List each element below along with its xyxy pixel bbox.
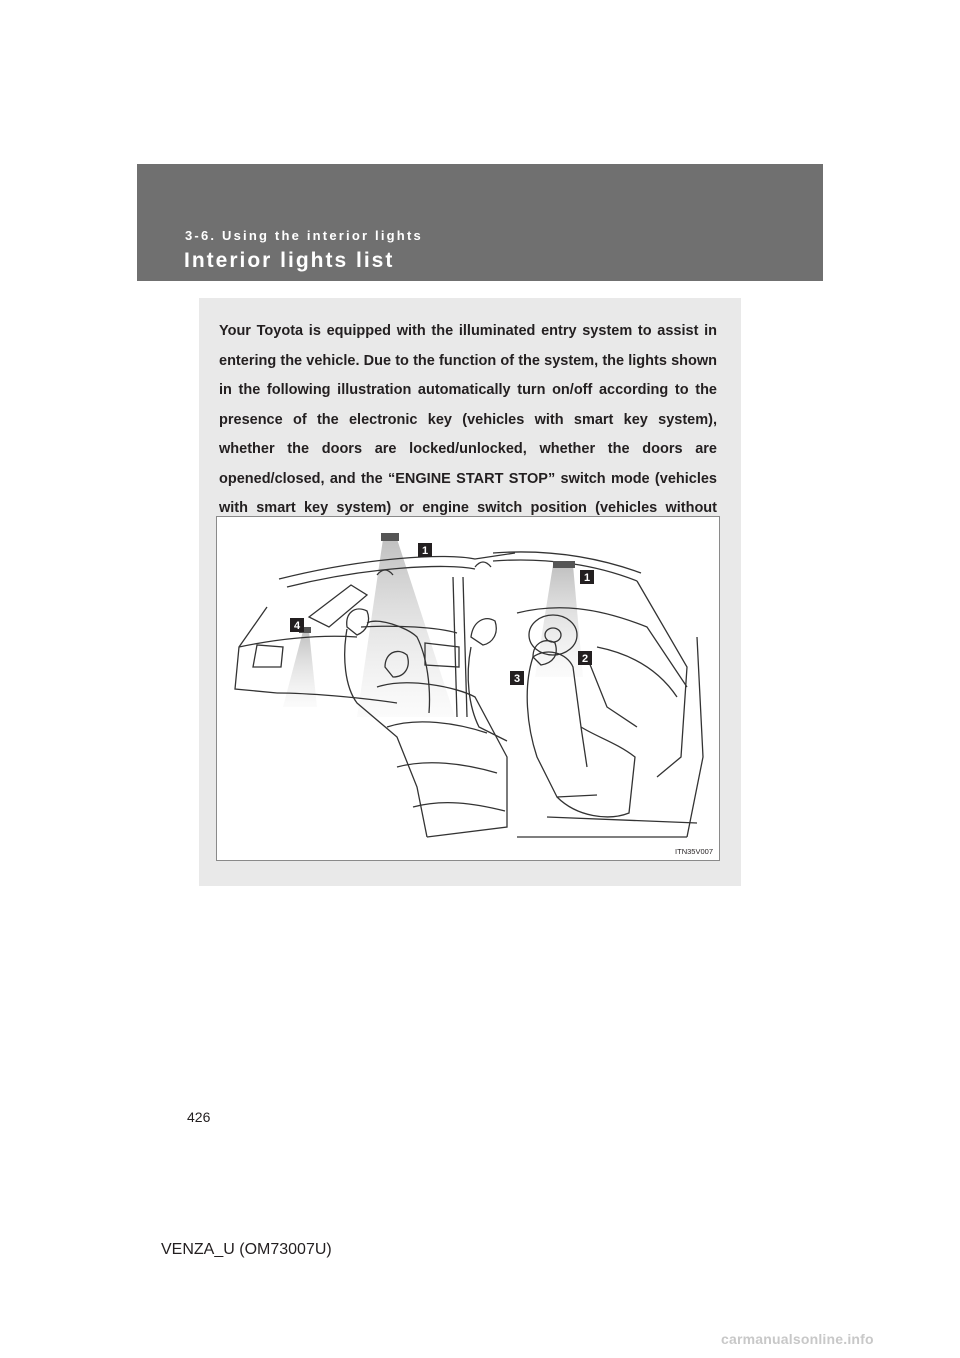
callout-4 — [290, 618, 304, 632]
callout-1-rear — [418, 543, 432, 557]
section-label: 3-6. Using the interior lights — [185, 228, 423, 243]
illustration-code: ITN35V007 — [675, 847, 713, 856]
watermark: carmanualsonline.info — [721, 1331, 874, 1347]
page-number: 426 — [187, 1109, 211, 1125]
callout-1-front — [580, 570, 594, 584]
callout-3 — [510, 671, 524, 685]
callout-2 — [578, 651, 592, 665]
callout-label: 3 — [513, 673, 521, 685]
rear-dome-light — [381, 533, 399, 541]
car-interior-drawing — [217, 517, 720, 861]
page-title: Interior lights list — [184, 249, 395, 272]
info-box — [199, 298, 741, 886]
callout-label: 2 — [581, 653, 589, 665]
car-interior-illustration — [216, 516, 720, 861]
front-dome-light — [553, 561, 575, 568]
light-beam-door — [283, 631, 317, 707]
callout-label: 1 — [583, 572, 591, 584]
header-band — [137, 164, 823, 281]
light-beam-front-dome — [535, 565, 583, 677]
intro-paragraph: Your Toyota is equipped with the illuminated entry system to assist in entering the vehicle. Due to the function of the system, the lights shown in the following illustration automatically turn on/off according to the presence of the electronic key (vehicles with smart key system), whether the doors are locked/unlocked, whether the doors are opened/closed, and the “ENGINE START STOP” switch mode (vehicles with smart key system) or engine switch position (vehicles without — [219, 323, 717, 516]
document-code: VENZA_U (OM73007U) — [161, 1241, 332, 1258]
callout-label: 1 — [421, 545, 429, 557]
callout-label: 4 — [293, 620, 301, 632]
